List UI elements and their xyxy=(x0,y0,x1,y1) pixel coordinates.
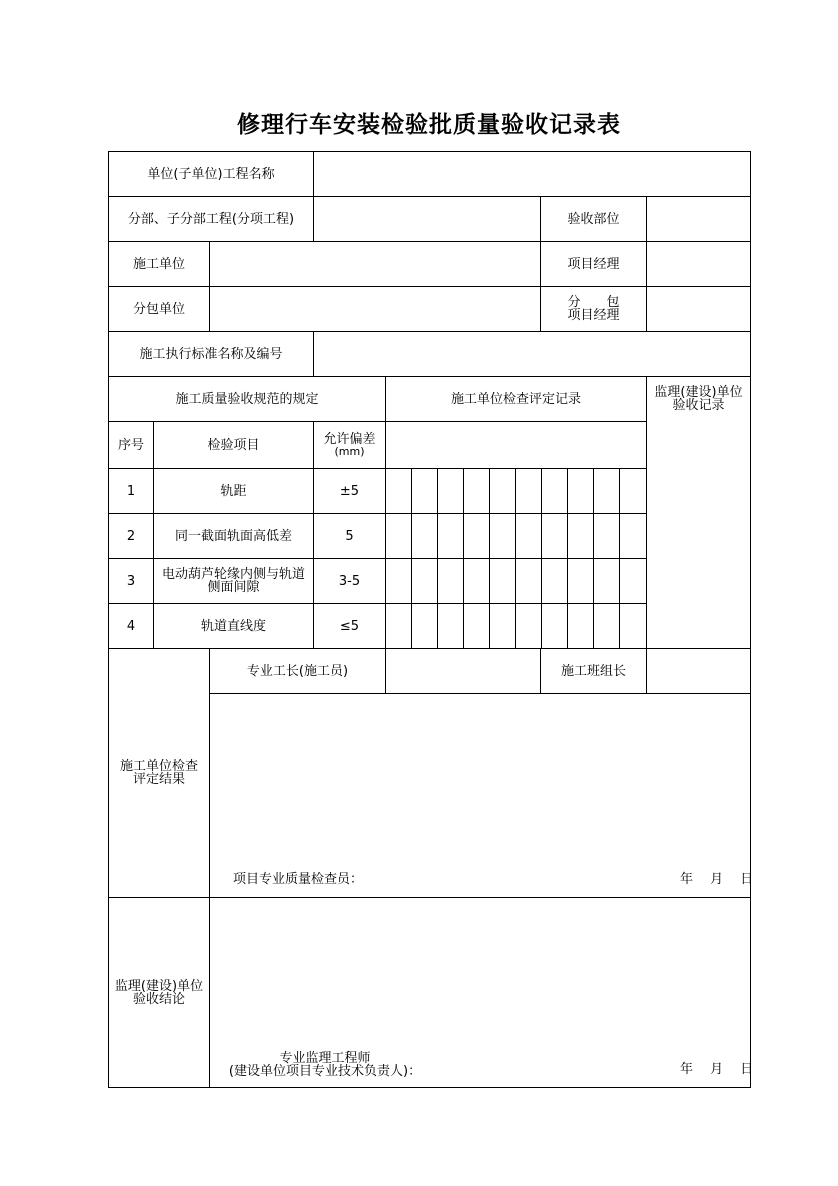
engineer-label-line1: 专业监理工程师 xyxy=(279,1051,371,1066)
result-date-label: 年 月 日 xyxy=(680,872,754,887)
supervision-record-line2: 验收记录 xyxy=(672,398,725,413)
acceptance-part-label: 验收部位 xyxy=(567,211,620,227)
conclusion-label xyxy=(109,898,209,1087)
row-item: 同一截面轨面高低差 xyxy=(174,528,292,544)
supervision-record-header xyxy=(647,377,750,421)
result-content-area[interactable] xyxy=(210,694,750,864)
row-seq: 4 xyxy=(126,618,136,634)
subcontract-unit-label: 分包单位 xyxy=(132,301,185,317)
inspector-label: 项目专业质量检查员： xyxy=(233,872,364,887)
sub-project-manager-label xyxy=(541,287,646,331)
row-tolerance: 3-5 xyxy=(338,573,361,589)
team-leader-label: 施工班组长 xyxy=(560,663,626,679)
row-item-line1: 电动葫芦轮缘内侧与轨道 xyxy=(161,567,305,582)
project-name-value[interactable] xyxy=(314,152,750,196)
result-label-line1: 施工单位检查 xyxy=(119,759,198,774)
check-record-header: 施工单位检查评定记录 xyxy=(450,391,581,407)
row-item xyxy=(154,559,313,603)
sub-pm-label-line2: 项目经理 xyxy=(567,308,620,323)
result-label-line2: 评定结果 xyxy=(132,772,185,787)
sub-pm-label-line1: 分 包 xyxy=(567,295,620,310)
sub-project-manager-value[interactable] xyxy=(647,287,750,331)
form-title: 修理行车安装检验批质量验收记录表 xyxy=(237,111,621,138)
conclusion-label-line2: 验收结论 xyxy=(132,991,185,1007)
supervision-record-area[interactable] xyxy=(647,422,750,648)
construction-unit-value[interactable] xyxy=(210,242,540,286)
tolerance-header-unit: (mm) xyxy=(334,445,365,458)
standard-value[interactable] xyxy=(314,332,750,376)
team-leader-value[interactable] xyxy=(647,649,750,693)
row-tolerance: ≤5 xyxy=(339,618,360,634)
result-label xyxy=(109,649,209,897)
row-seq: 3 xyxy=(126,573,136,589)
division-label: 分部、子分部工程(分项工程) xyxy=(127,211,295,227)
engineer-label xyxy=(220,1051,430,1079)
row-seq: 2 xyxy=(126,528,136,544)
engineer-label-line2: (建设单位项目专业技术负责人)： xyxy=(228,1064,422,1079)
division-value[interactable] xyxy=(314,197,540,241)
conclusion-date-label: 年 月 日 xyxy=(680,1062,754,1077)
conclusion-label-line1: 监理(建设)单位 xyxy=(114,978,204,994)
acceptance-part-value[interactable] xyxy=(647,197,750,241)
row-item: 轨道直线度 xyxy=(200,618,266,634)
project-name-label: 单位(子单位)工程名称 xyxy=(147,166,275,182)
project-manager-label: 项目经理 xyxy=(567,256,620,272)
row-item-line2: 侧面间隙 xyxy=(207,580,260,595)
seq-header: 序号 xyxy=(117,437,144,453)
construction-unit-label: 施工单位 xyxy=(132,256,185,272)
foreman-label: 专业工长(施工员) xyxy=(246,663,349,679)
conclusion-content-area[interactable] xyxy=(210,898,750,1048)
row-tolerance: 5 xyxy=(345,528,354,544)
tolerance-header-line1: 允许偏差 xyxy=(323,432,376,447)
tolerance-header xyxy=(314,422,385,468)
subcontract-unit-value[interactable] xyxy=(210,287,540,331)
row-tolerance: ±5 xyxy=(339,483,360,499)
supervision-record-line1: 监理(建设)单位 xyxy=(654,385,743,400)
row-item: 轨距 xyxy=(220,483,247,499)
spec-header: 施工质量验收规范的规定 xyxy=(175,391,319,407)
project-manager-value[interactable] xyxy=(647,242,750,286)
standard-label: 施工执行标准名称及编号 xyxy=(139,346,283,362)
check-record-area[interactable] xyxy=(386,422,646,468)
foreman-value[interactable] xyxy=(386,649,540,693)
item-header: 检验项目 xyxy=(207,437,260,453)
row-seq: 1 xyxy=(126,483,136,499)
